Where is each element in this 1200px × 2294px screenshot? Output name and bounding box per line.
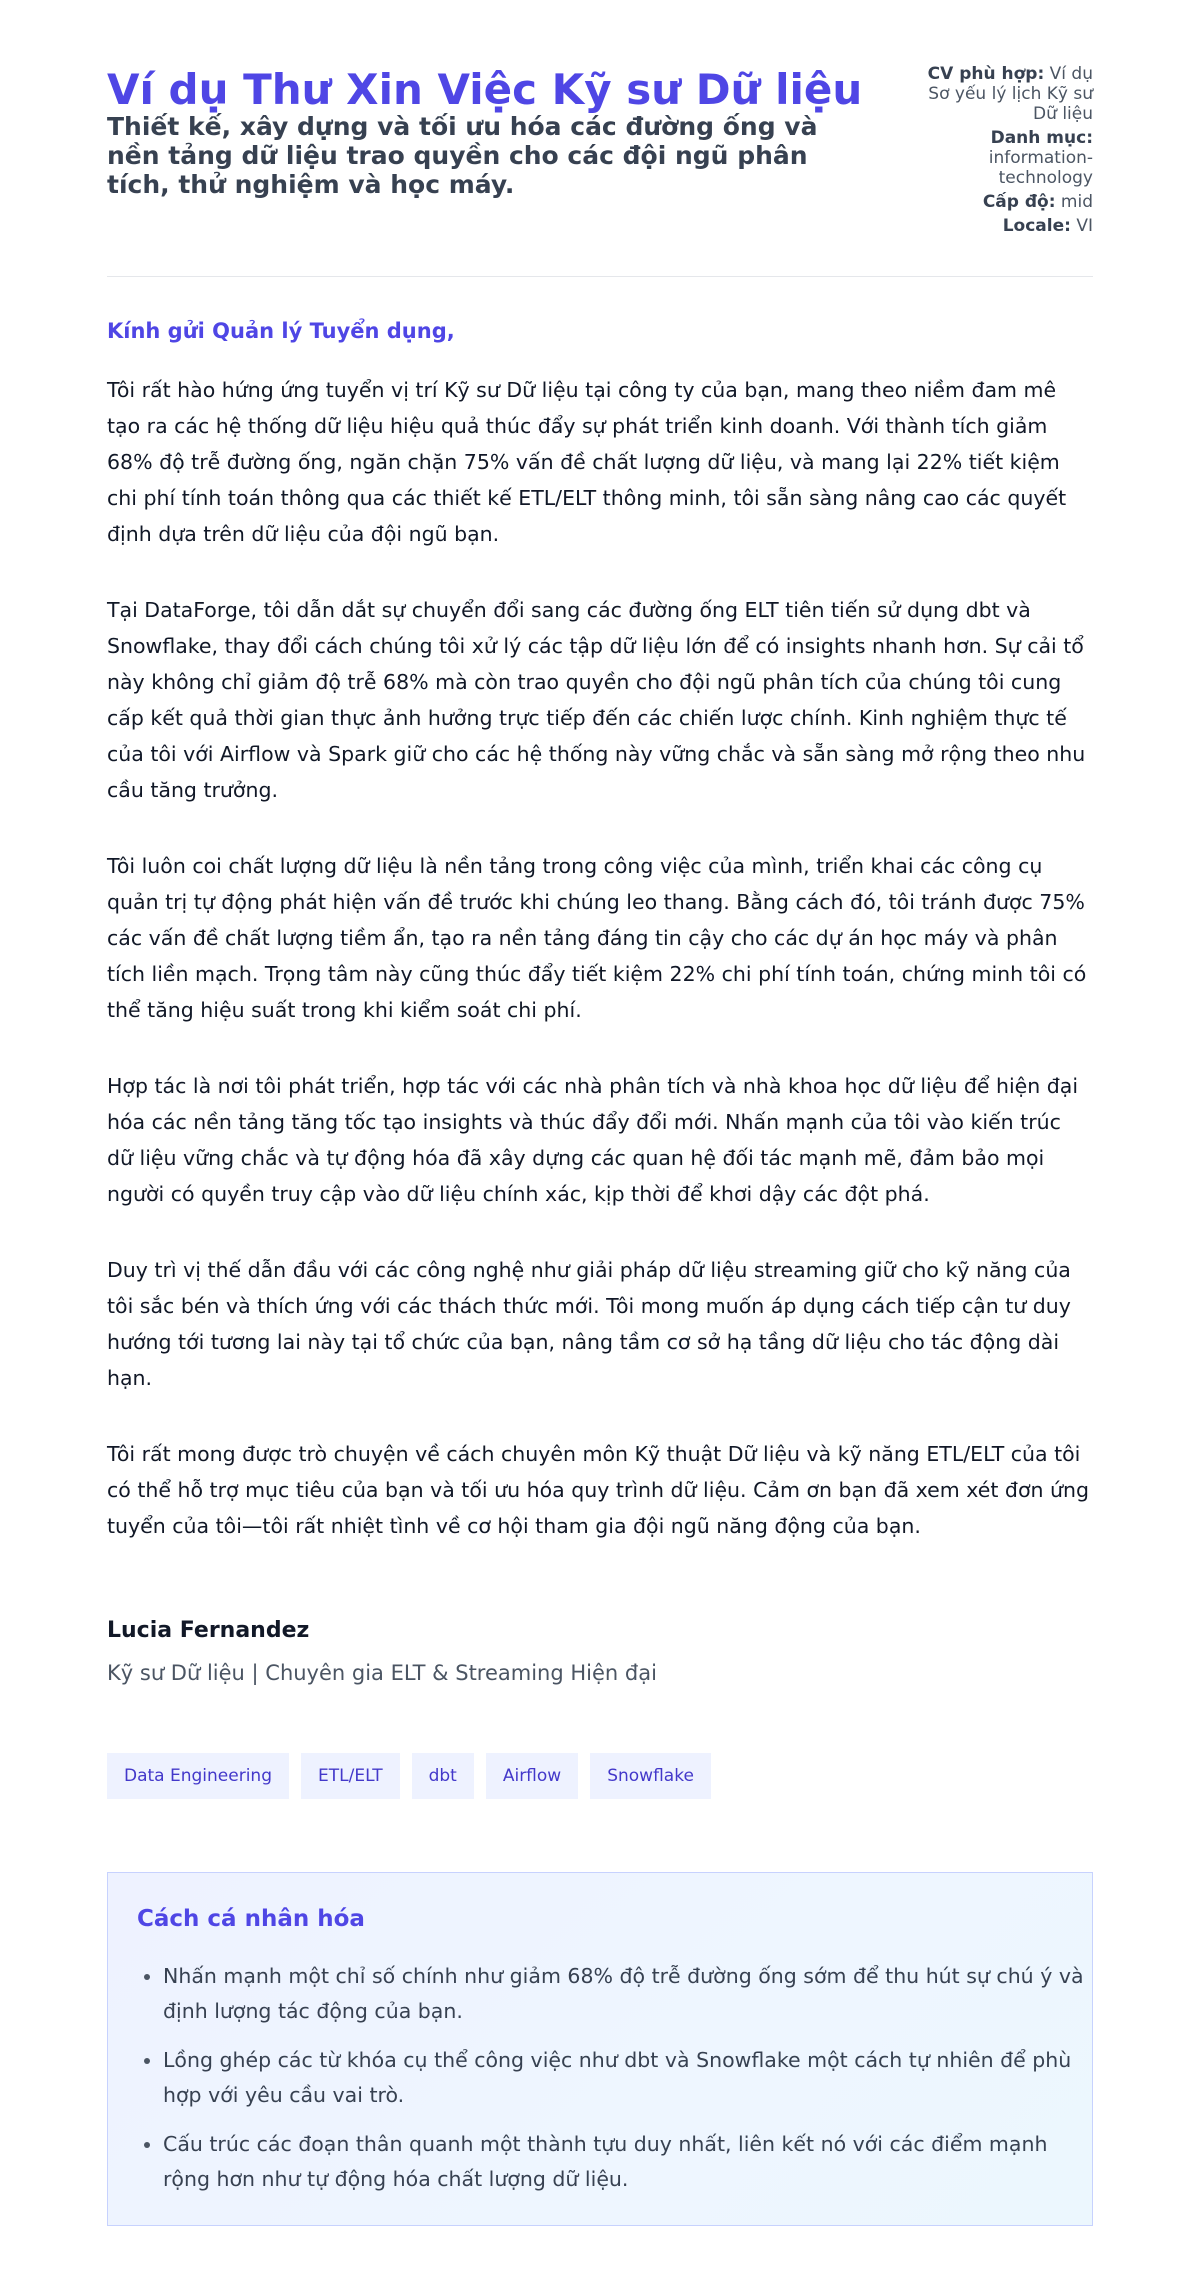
meta-panel xyxy=(907,64,1093,240)
meta-category xyxy=(907,128,1093,188)
signature-name: Lucia Fernandez xyxy=(107,1618,310,1643)
skill-tag: Airflow xyxy=(486,1753,578,1799)
salutation: Kính gửi Quản lý Tuyển dụng, xyxy=(107,319,455,343)
letter-paragraph: Duy trì vị thế dẫn đầu với các công nghệ như giải pháp dữ liệu streaming giữ cho kỹ năng của tôi sắc bén và thích ứng với các thách thức mới. Tôi mong muốn áp dụng cách tiếp cận tư duy hướng tới tương lai này tại tổ chức của bạn, nâng tầm cơ sở hạ tầng dữ liệu cho tác động dài hạn. xyxy=(107,1258,1071,1390)
meta-value: Ví dụ Sơ yếu lý lịch Kỹ sư Dữ liệu xyxy=(928,64,1093,124)
page-title: Ví dụ Thư Xin Việc Kỹ sư Dữ liệu xyxy=(107,65,863,114)
meta-key: Locale: xyxy=(1002,216,1071,236)
letter-body xyxy=(107,316,1093,1584)
meta-locale xyxy=(907,216,1093,236)
meta-matching-cv xyxy=(907,64,1093,124)
signature-block xyxy=(107,1616,1093,1688)
tip-item: • Nhấn mạnh một chỉ số chính như giảm 68% độ trễ đường ống sớm để thu hút sự chú ý và định lượng tác động của bạn. xyxy=(163,1959,1091,2029)
letter-paragraph: Tôi luôn coi chất lượng dữ liệu là nền tảng trong công việc của mình, triển khai các công cụ quản trị tự động phát hiện vấn đề trước khi chúng leo thang. Bằng cách đó, tôi tránh được 75% các vấn đề chất lượng tiềm ẩn, tạo ra nền tảng đáng tin cậy cho các dự án học máy và phân tích liền mạch. Trọng tâm này cũng thúc đẩy tiết kiệm 22% chi phí tính toán, chứng minh tôi có thể tăng hiệu suất trong khi kiểm soát chi phí. xyxy=(107,854,1087,1022)
meta-key: Danh mục: xyxy=(990,128,1093,148)
meta-value: mid xyxy=(1060,192,1093,212)
letter-paragraph: Tôi rất hào hứng ứng tuyển vị trí Kỹ sư Dữ liệu tại công ty của bạn, mang theo niềm đam mê tạo ra các hệ thống dữ liệu hiệu quả thúc đẩy sự phát triển kinh doanh. Với thành tích giảm 68% độ trễ đường ống, ngăn chặn 75% vấn đề chất lượng dữ liệu, và mang lại 22% tiết kiệm chi phí tính toán thông qua các thiết kế ETL/ELT thông minh, tôi sẵn sàng nâng cao các quyết định dựa trên dữ liệu của đội ngũ bạn. xyxy=(107,378,1067,546)
skill-tag: Data Engineering xyxy=(107,1753,289,1799)
skill-tag: Snowflake xyxy=(590,1753,711,1799)
meta-level xyxy=(907,192,1093,212)
letter-paragraph: Tại DataForge, tôi dẫn dắt sự chuyển đổi sang các đường ống ELT tiên tiến sử dụng dbt và Snowflake, thay đổi cách chúng tôi xử lý các tập dữ liệu lớn để có insights nhanh hơn. Sự cải tổ này không chỉ giảm độ trễ 68% mà còn trao quyền cho đội ngũ phân tích của chúng tôi cung cấp kết quả thời gian thực ảnh hưởng trực tiếp đến các chiến lược chính. Kinh nghiệm thực tế của tôi với Airflow và Spark giữ cho các hệ thống này vững chắc và sẵn sàng mở rộng theo nhu cầu tăng trưởng. xyxy=(107,598,1086,802)
page-header xyxy=(107,62,1093,277)
letter-paragraph: Tôi rất mong được trò chuyện về cách chuyên môn Kỹ thuật Dữ liệu và kỹ năng ETL/ELT của tôi có thể hỗ trợ mục tiêu của bạn và tối ưu hóa quy trình dữ liệu. Cảm ơn bạn đã xem xét đơn ứng tuyển của tôi—tôi rất nhiệt tình về cơ hội tham gia đội ngũ năng động của bạn. xyxy=(107,1442,1089,1538)
meta-key: Cấp độ: xyxy=(982,192,1056,212)
tips-title: Cách cá nhân hóa xyxy=(137,1906,365,1932)
skill-tags xyxy=(107,1753,711,1799)
personalization-tips xyxy=(107,1872,1093,2226)
meta-key: CV phù hợp: xyxy=(927,64,1045,84)
meta-value: information-technology xyxy=(988,148,1093,188)
tip-item: • Cấu trúc các đoạn thân quanh một thành tựu duy nhất, liên kết nó với các điểm mạnh rộng hơn như tự động hóa chất lượng dữ liệu. xyxy=(163,2127,1091,2197)
letter-paragraph: Hợp tác là nơi tôi phát triển, hợp tác với các nhà phân tích và nhà khoa học dữ liệu để hiện đại hóa các nền tảng tăng tốc tạo insights và thúc đẩy đổi mới. Nhấn mạnh của tôi vào kiến trúc dữ liệu vững chắc và tự động hóa đã xây dựng các quan hệ đối tác mạnh mẽ, đảm bảo mọi người có quyền truy cập vào dữ liệu chính xác, kịp thời để khơi dậy các đột phá. xyxy=(107,1074,1079,1206)
skill-tag: ETL/ELT xyxy=(301,1753,400,1799)
page-subtitle: Thiết kế, xây dựng và tối ưu hóa các đường ống và nền tảng dữ liệu trao quyền cho các đội ngũ phân tích, thử nghiệm và học máy. xyxy=(107,112,818,199)
tip-item: • Lồng ghép các từ khóa cụ thể công việc như dbt và Snowflake một cách tự nhiên để phù hợp với yêu cầu vai trò. xyxy=(163,2043,1091,2113)
tips-list xyxy=(137,1959,1091,2211)
signature-title: Kỹ sư Dữ liệu | Chuyên gia ELT & Streaming Hiện đại xyxy=(107,1661,657,1685)
skill-tag: dbt xyxy=(412,1753,474,1799)
meta-value: VI xyxy=(1076,216,1093,236)
